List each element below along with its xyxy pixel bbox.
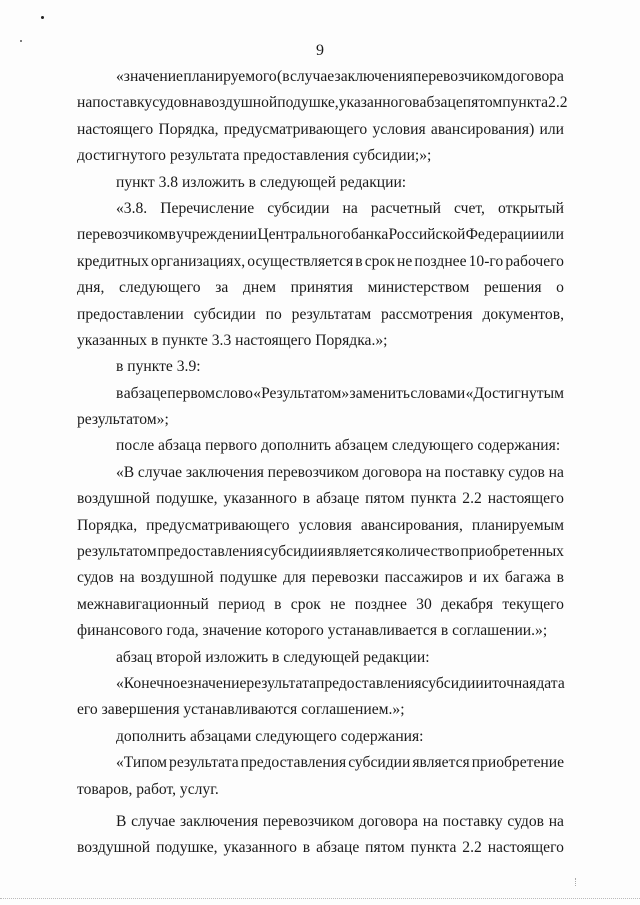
word: случае xyxy=(131,812,176,830)
word: абзаце xyxy=(316,839,360,857)
word: подушке, xyxy=(156,839,218,857)
text-line xyxy=(77,275,564,301)
word: и xyxy=(483,674,493,692)
word: рассмотрения xyxy=(381,305,473,323)
word: абзаце xyxy=(419,94,463,112)
word: предоставления xyxy=(316,674,422,692)
word: планируемым xyxy=(471,516,564,534)
text-line xyxy=(77,249,564,275)
word: указанного xyxy=(223,490,297,508)
word: «3.8. xyxy=(116,199,148,217)
word: авансирования, xyxy=(360,516,463,534)
word: точная xyxy=(492,674,537,692)
text-line xyxy=(77,196,564,222)
word: указанного xyxy=(338,94,413,112)
word: на xyxy=(77,94,93,112)
word: словами xyxy=(410,384,466,402)
word: абзаце xyxy=(316,490,360,508)
word: поставку xyxy=(444,463,505,481)
word: субсидии xyxy=(421,674,484,692)
word: подушке, xyxy=(277,94,339,112)
word: в xyxy=(302,839,311,857)
text-line xyxy=(77,486,564,512)
word: расчетный xyxy=(370,199,441,217)
text-line: дополнить абзацами следующего содержания: xyxy=(116,727,424,745)
word: багажа xyxy=(504,569,551,587)
word: результатом xyxy=(77,543,157,561)
word: дата xyxy=(536,674,565,692)
word: (в xyxy=(277,68,290,85)
text-line: в пункте 3.9: xyxy=(116,358,201,376)
word: воздушной xyxy=(140,569,214,587)
word: поставку xyxy=(92,94,153,112)
word: организациях, xyxy=(150,252,246,270)
word: «значение xyxy=(116,68,183,85)
word: авансирования) xyxy=(430,120,535,138)
text-line xyxy=(77,117,564,143)
word: слово xyxy=(215,384,253,402)
word: подушке xyxy=(219,569,278,587)
word: договора xyxy=(362,463,422,481)
word: срок xyxy=(290,595,321,613)
word: в xyxy=(116,384,124,402)
word: случае xyxy=(137,463,183,481)
word: условия xyxy=(298,516,352,534)
word: заключения xyxy=(180,812,259,830)
document-body xyxy=(77,64,568,862)
page-number: 9 xyxy=(316,42,324,59)
word: на xyxy=(548,812,564,830)
word: приобретенных xyxy=(460,543,564,561)
text-line xyxy=(77,460,564,486)
word: предусматривающего xyxy=(146,516,290,534)
word: кредитных xyxy=(77,252,149,270)
word: решения xyxy=(483,279,542,297)
text-line: результатом»; xyxy=(77,411,169,429)
word: не xyxy=(330,595,346,613)
word: позднее xyxy=(354,595,407,613)
word: пассажиров xyxy=(384,569,463,587)
word: первом xyxy=(167,384,215,402)
word: «Достигнутым xyxy=(465,384,564,402)
word: результатам xyxy=(291,305,372,323)
word: на xyxy=(188,94,205,112)
word: «Типом xyxy=(116,754,167,772)
word: в xyxy=(302,490,311,508)
word: пункта xyxy=(410,839,457,857)
word: субсидии xyxy=(193,305,256,323)
word: в xyxy=(355,252,363,270)
word: предусматривающего xyxy=(223,120,368,138)
word: на xyxy=(425,463,441,481)
text-line: товаров, работ, услуг. xyxy=(77,780,219,798)
word: перевозчиком xyxy=(267,463,359,481)
word: за xyxy=(215,279,229,297)
word: Порядка, xyxy=(77,516,138,534)
word: воздушной xyxy=(77,490,151,508)
word: 2.2 xyxy=(548,94,568,112)
word: абзаце xyxy=(123,384,167,402)
word: Порядка, xyxy=(158,120,219,138)
word: для xyxy=(282,569,306,587)
word: настоящего xyxy=(487,839,564,857)
word: перевозчиком xyxy=(262,812,355,830)
text-line xyxy=(77,565,564,591)
word: принятия xyxy=(290,279,353,297)
word: в xyxy=(556,569,564,587)
word: Российской xyxy=(388,226,466,244)
word: перевозчиком xyxy=(413,68,505,85)
word: дня, xyxy=(77,279,105,297)
word: 2.2 xyxy=(462,839,482,857)
word: судов xyxy=(77,569,114,587)
word: документов, xyxy=(482,305,564,323)
word: «В xyxy=(116,463,135,481)
word: 30 xyxy=(416,595,432,613)
word: субсидии xyxy=(348,754,411,772)
word: «Результатом» xyxy=(253,384,350,402)
word: судов xyxy=(507,812,544,830)
text-line: после абзаца первого дополнить абзацем следующего содержания: xyxy=(116,437,561,455)
word: банка xyxy=(350,226,389,244)
word: предоставления xyxy=(157,543,264,561)
word: является xyxy=(412,754,470,772)
word: настоящего xyxy=(487,490,564,508)
word: воздушной xyxy=(204,94,278,112)
word: судов xyxy=(152,94,189,112)
word: субсидии xyxy=(263,543,327,561)
word: на xyxy=(342,199,358,217)
word: министерством xyxy=(367,279,470,297)
word: осуществляется xyxy=(247,252,354,270)
word: случае xyxy=(289,68,335,85)
text-line xyxy=(77,592,564,618)
scan-speck xyxy=(41,16,44,19)
word: на xyxy=(422,812,439,830)
text-line: финансового года, значение которого устанавливается в соглашении.»; xyxy=(77,622,548,640)
text-line xyxy=(77,539,564,565)
word: предоставлении xyxy=(77,305,184,323)
text-line: достигнутого результата предоставления субсидии;»; xyxy=(77,147,432,165)
word: приобретение xyxy=(471,754,564,772)
word: В xyxy=(116,812,127,830)
word: заключения xyxy=(185,463,264,481)
word: или xyxy=(539,120,564,138)
text-line xyxy=(77,381,564,407)
text-line xyxy=(77,750,564,776)
text-line xyxy=(77,90,568,116)
word: Центрального xyxy=(257,226,351,244)
word: днем xyxy=(242,279,276,297)
word: поставку xyxy=(442,812,503,830)
word: в xyxy=(274,595,282,613)
word: и xyxy=(468,569,478,587)
text-line: указанных в пункте 3.3 настоящего Порядка.»; xyxy=(77,331,388,349)
word: следующего xyxy=(119,279,201,297)
word: период xyxy=(218,595,265,613)
scan-mark xyxy=(575,878,578,886)
word: открытый xyxy=(498,199,564,217)
word: договора xyxy=(504,68,564,85)
word: в xyxy=(412,94,420,112)
word: на xyxy=(548,463,564,481)
word: межнавигационный xyxy=(77,595,209,613)
word: пункта xyxy=(410,490,457,508)
text-line: его завершения устанавливаются соглашением.»; xyxy=(77,701,405,719)
word: в xyxy=(168,226,176,244)
text-line xyxy=(77,809,564,835)
word: пятом xyxy=(365,839,405,857)
word: планируемого xyxy=(183,68,277,85)
word: значение xyxy=(187,674,247,692)
text-line: пункт 3.8 изложить в следующей редакции: xyxy=(116,173,407,191)
word: позднее xyxy=(414,252,467,270)
word: судов xyxy=(508,463,545,481)
text-line xyxy=(77,302,564,328)
word: указанного xyxy=(223,839,297,857)
text-line xyxy=(77,222,564,248)
word: результата xyxy=(246,674,316,692)
text-line: абзац второй изложить в следующей редакции: xyxy=(116,648,430,666)
page-bottom-edge xyxy=(0,898,640,900)
text-line xyxy=(77,835,564,861)
word: пятом xyxy=(462,94,503,112)
word: о xyxy=(556,279,564,297)
word: предоставления xyxy=(240,754,347,772)
word: текущего xyxy=(502,595,564,613)
word: не xyxy=(396,252,413,270)
word: или xyxy=(539,226,564,244)
word: на xyxy=(119,569,135,587)
word: воздушной xyxy=(77,839,151,857)
word: по xyxy=(265,305,282,323)
word: является xyxy=(326,543,385,561)
word: счет, xyxy=(454,199,485,217)
word: субсидии xyxy=(267,199,330,217)
word: перевозчиком xyxy=(77,226,169,244)
text-line xyxy=(77,64,564,90)
word: результата xyxy=(169,754,239,772)
text-line xyxy=(77,513,564,539)
word: срок xyxy=(364,252,395,270)
word: условия xyxy=(372,120,426,138)
word: рабочего xyxy=(505,252,564,270)
word: декабря xyxy=(441,595,494,613)
word: заменить xyxy=(349,384,411,402)
word: заключения xyxy=(334,68,413,85)
word: Перечисление xyxy=(160,199,255,217)
word: учреждении xyxy=(176,226,258,244)
word: пятом xyxy=(365,490,405,508)
word: 2.2 xyxy=(462,490,482,508)
word: их xyxy=(482,569,500,587)
word: подушке, xyxy=(156,490,218,508)
word: пункта xyxy=(502,94,549,112)
text-line xyxy=(77,671,564,697)
word: количество xyxy=(385,543,460,561)
word: 10-го xyxy=(468,252,504,270)
word: договора xyxy=(358,812,419,830)
word: «Конечное xyxy=(116,674,188,692)
word: настоящего xyxy=(77,120,154,138)
word: Федерации xyxy=(465,226,540,244)
word: перевозки xyxy=(311,569,379,587)
